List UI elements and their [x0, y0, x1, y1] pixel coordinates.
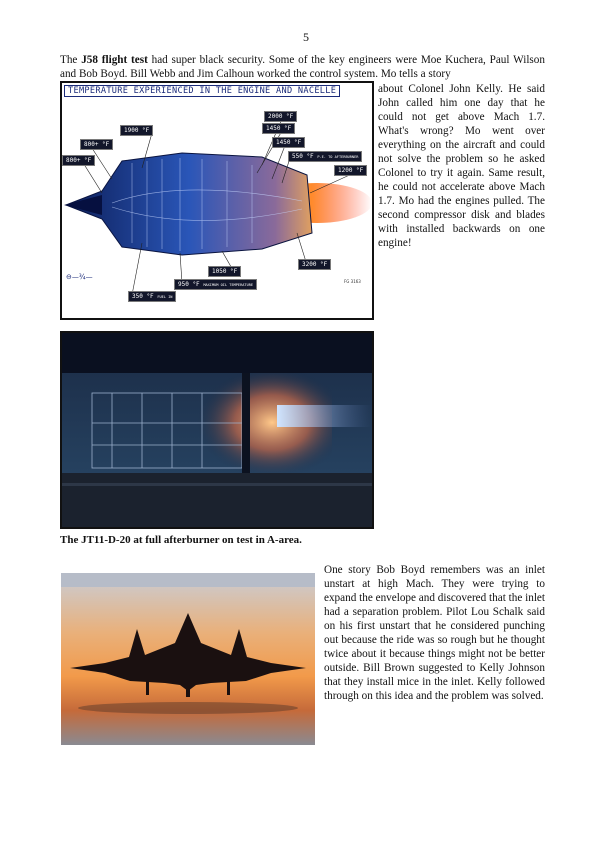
photo-caption: The JT11-D-20 at full afterburner on test in A-area.	[60, 534, 302, 546]
temp-label-800-upper: 800+ °F	[80, 139, 113, 150]
temp-label-350-note: FUEL IN	[157, 295, 173, 299]
intro-bold-lead: J58 flight test	[81, 54, 148, 66]
temp-label-950	[174, 279, 257, 290]
temp-label-550-value: 550 °F	[292, 153, 314, 160]
temp-label-550-note: P.E. TO AFTERBURNER	[317, 155, 359, 159]
temp-label-950-note: MAXIMUM OIL TEMPERATURE	[203, 283, 254, 287]
intro-paragraph	[60, 53, 545, 81]
page-number: 5	[303, 30, 309, 44]
engine-temperature-diagram	[60, 81, 374, 320]
temp-label-3200: 3200 °F	[298, 259, 331, 270]
temp-label-350-value: 350 °F	[132, 293, 154, 300]
sr71-photo	[61, 573, 315, 745]
intro-text: had super black security. Some of the key engineers were Moe Kuchera, Paul Wilson and Bob Boyd. Bill Webb and Jim Calhoun worked the control system. Mo tells a story	[60, 54, 545, 80]
engine-body	[66, 153, 312, 255]
temp-label-550	[288, 151, 362, 162]
intro-prefix: The	[60, 54, 82, 66]
temp-label-950-value: 950 °F	[178, 281, 200, 288]
temp-label-2000: 2000 °F	[264, 111, 297, 122]
engine-test-photo	[60, 331, 374, 529]
inlet-story-paragraph: One story Bob Boyd remembers was an inlet unstart at high Mach. They were trying to expand the envelope and discovered that the inlet had a separation problem. Pilot Lou Schalk said on his first unstart that he considered punching out because the ride was so rough but he thought twice about it because things might not be better outside. Bill Brown suggested to Kelly Johnson that they install mice in the inlet. Kelly followed through on this idea and the problem was solved.	[324, 564, 545, 702]
temp-label-1050: 1050 °F	[208, 266, 241, 277]
temp-label-800-lower: 800+ °F	[62, 155, 95, 166]
temp-label-350	[128, 291, 176, 302]
test-stand-image	[62, 333, 372, 527]
sr71-silhouette-image	[61, 573, 315, 745]
temp-label-1900: 1900 °F	[120, 125, 153, 136]
kelly-story-paragraph: about Colonel John Kelly. He said John called him one day that he could not get above Mach 1.7. What's wrong? Mo went over everything on the aircraft and could not solve the problem so he asked Colonel to try it again. Same result, he could not accelerate above Mach 1.7. Mo had the engines pulled. The second compressor disk and blades with installed backwards on one engine!	[378, 83, 545, 249]
diagram-title: TEMPERATURE EXPERIENCED IN THE ENGINE AND NACELLE	[64, 85, 340, 97]
scale-mark: ⊖—¾—	[66, 273, 93, 281]
temp-label-1450-lower: 1450 °F	[272, 137, 305, 148]
temp-label-1450-upper: 1450 °F	[262, 123, 295, 134]
temp-label-1200: 1200 °F	[334, 165, 367, 176]
figure-code: FG 3163	[344, 279, 361, 284]
